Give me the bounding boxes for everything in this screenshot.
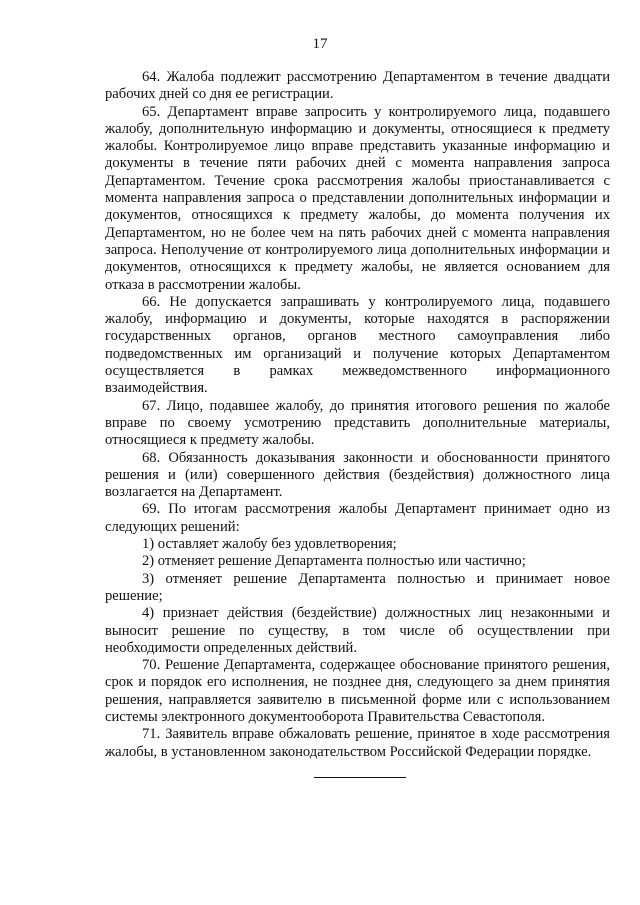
decision-item-1: 1) оставляет жалобу без удовлетворения; — [142, 536, 397, 553]
paragraph-68: 68. Обязанность доказывания законности и обоснованности принятого решения и (или) совершенного действия (бездействия) должностного лица возлагается на Департамент. — [105, 449, 610, 501]
decision-item-4: 4) признает действия (бездействие) должностных лиц незаконными и выносит решение по существу, в том числе об осуществлении при необходимости определенных действий. — [105, 605, 610, 656]
document-body — [105, 69, 610, 761]
paragraph-67: 67. Лицо, подавшее жалобу, до принятия итогового решения по жалобе вправе по своему усмотрению представить дополнительные материалы, относящиеся к предмету жалобы. — [105, 397, 610, 449]
paragraph-71: 71. Заявитель вправе обжаловать решение, принятое в ходе рассмотрения жалобы, в установленном законодательством Российской Федерации порядке. — [105, 726, 610, 760]
paragraph-70: 70. Решение Департамента, содержащее обоснование принятого решения, срок и порядок его исполнения, не позднее дня, следующего за днем принятия решения, направляется заявителю в письменной форме или с использованием системы электронного документооборота Правительства Севастополя. — [105, 657, 610, 725]
paragraph-65: 65. Департамент вправе запросить у контролируемого лица, подавшего жалобу, дополнительную информацию и документы, относящиеся к предмету жалобы. Контролируемое лицо вправе представить указанные информацию и документы в течение пяти рабочих дней с момента направления запроса Департаментом. Течение срока рассмотрения жалобы приостанавливается с момента направления запроса о представлении дополнительных информации и документов, относящихся к предмету жалобы, до момента получения их Департаментом, но не более чем на пять рабочих дней с момента направления запроса. Неполучение от контролируемого лица дополнительных информации и документов, относящихся к предмету жалобы, не является основанием для отказа в рассмотрении жалобы. — [105, 103, 610, 293]
decision-item-3: 3) отменяет решение Департамента полностью и принимает новое решение; — [105, 570, 610, 604]
paragraph-69: 69. По итогам рассмотрения жалобы Департамент принимает одно из следующих решений: — [105, 501, 610, 535]
page-number: 17 — [312, 36, 328, 52]
paragraph-64: 64. Жалоба подлежит рассмотрению Департаментом в течение двадцати рабочих дней со дня ее регистрации. — [105, 69, 610, 103]
end-separator-line — [314, 777, 406, 778]
decision-item-2: 2) отменяет решение Департамента полностью или частично; — [142, 553, 526, 570]
paragraph-66: 66. Не допускается запрашивать у контролируемого лица, подавшего жалобу, информацию и документы, которые находятся в распоряжении государственных органов, органов местного самоуправления либо подведомственных им организаций и получение которых Департаментом осуществляется в рамках межведомственного информационного взаимодействия. — [105, 293, 610, 397]
